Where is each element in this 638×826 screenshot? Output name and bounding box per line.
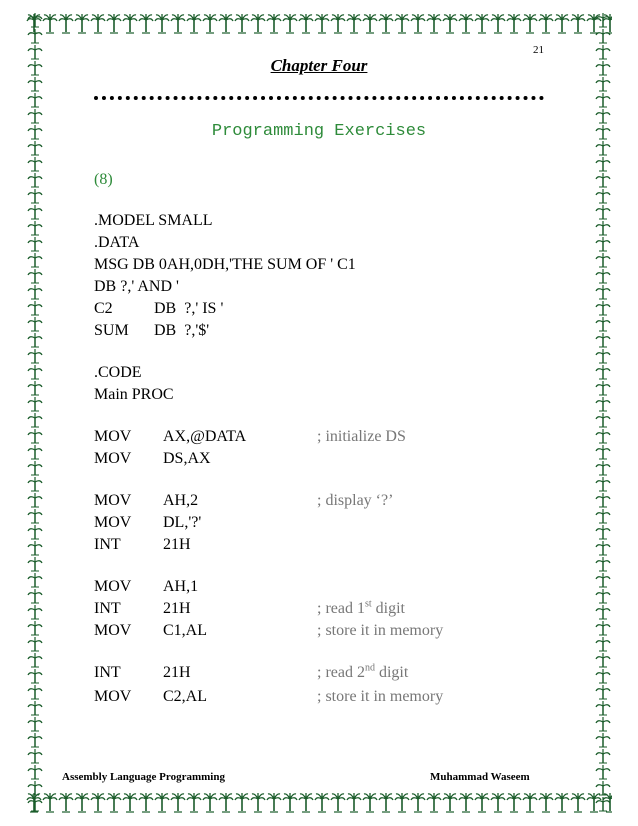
instruction-operand: 21H [163, 536, 191, 553]
code-model-directive: .MODEL SMALL [94, 212, 213, 229]
code-data-directive: .DATA [94, 234, 140, 251]
decl-value: DB ?,' IS ' [154, 300, 224, 317]
instruction-opcode: MOV [94, 492, 132, 509]
exercise-number: (8) [94, 171, 113, 188]
footer-book-title: Assembly Language Programming [62, 771, 225, 783]
dotted-divider [94, 96, 544, 100]
page-number: 21 [533, 44, 544, 56]
comment-text: ; read 2 [317, 664, 365, 681]
instruction-opcode: MOV [94, 688, 132, 705]
decl-name: SUM [94, 322, 129, 339]
instruction-opcode: MOV [94, 622, 132, 639]
instruction-opcode: MOV [94, 450, 132, 467]
instruction-operand: C1,AL [163, 622, 207, 639]
footer-author: Muhammad Waseem [430, 771, 530, 783]
instruction-operand: 21H [163, 600, 191, 617]
page-border-bottom [26, 791, 612, 813]
instruction-operand: C2,AL [163, 688, 207, 705]
instruction-opcode: INT [94, 600, 121, 617]
instruction-operand: DS,AX [163, 450, 211, 467]
instruction-comment: ; store it in memory [317, 688, 444, 705]
section-title: Programming Exercises [211, 122, 427, 141]
comment-text: ; read 1 [317, 600, 365, 617]
palm-tree-icon [26, 12, 612, 34]
instruction-opcode: MOV [94, 578, 132, 595]
chapter-title: Chapter Four [270, 56, 368, 75]
code-msg-line1: MSG DB 0AH,0DH,'THE SUM OF ' C1 [94, 256, 356, 273]
instruction-comment [317, 600, 405, 618]
page-border-top [26, 12, 612, 34]
instruction-comment: ; initialize DS [317, 428, 406, 445]
instruction-opcode: MOV [94, 514, 132, 531]
code-msg-line2: DB ?,' AND ' [94, 278, 179, 295]
decl-value: DB ?,'$' [154, 322, 210, 339]
instruction-comment: ; display ‘?’ [317, 492, 394, 509]
decl-name: C2 [94, 300, 113, 317]
instruction-operand: AH,2 [163, 492, 199, 509]
instruction-opcode: INT [94, 536, 121, 553]
instruction-operand: AH,1 [163, 578, 199, 595]
instruction-operand: AX,@DATA [163, 428, 247, 445]
instruction-operand: DL,'?' [163, 514, 202, 531]
palm-tree-icon [26, 791, 612, 813]
instruction-comment: ; store it in memory [317, 622, 444, 639]
instruction-comment [317, 664, 408, 682]
ordinal-suffix: st [364, 598, 372, 610]
code-code-directive: .CODE [94, 364, 142, 381]
instruction-opcode: MOV [94, 428, 132, 445]
comment-text: digit [374, 664, 409, 681]
code-proc-declaration: Main PROC [94, 386, 174, 403]
comment-text: digit [371, 600, 405, 617]
instruction-opcode: INT [94, 664, 121, 681]
ordinal-suffix: nd [364, 662, 375, 674]
instruction-operand: 21H [163, 664, 191, 681]
